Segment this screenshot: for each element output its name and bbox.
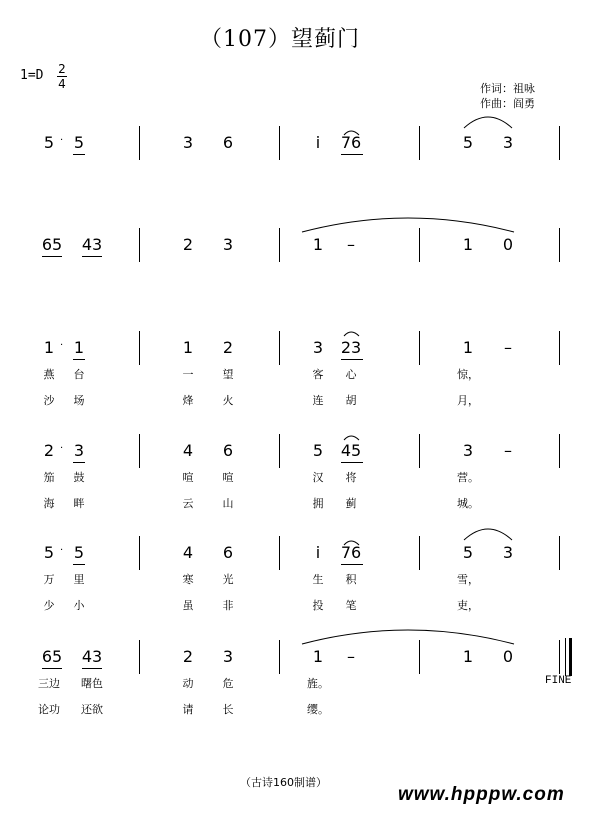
lyric-verse2: 烽 (182, 394, 194, 407)
augmentation-dot: · (60, 135, 64, 146)
lyric-verse2: 投 (312, 599, 324, 612)
jianpu-note: 5 (73, 133, 85, 152)
lyric-verse2: 拥 (312, 497, 324, 510)
lyric-verse1: 喧 (222, 471, 234, 484)
footer-note: （古诗160制谱） (240, 776, 327, 789)
lyric-verse2: 火 (222, 394, 234, 407)
lyric-verse1: 将 (345, 471, 357, 484)
lyric-verse1: 台 (73, 368, 85, 381)
tie-arc (302, 630, 514, 644)
lyric-verse2: 胡 (345, 394, 357, 407)
lyric-verse2: 少 (43, 599, 55, 612)
jianpu-note: 3 (462, 441, 474, 460)
lyric-verse1: 三边 (38, 677, 60, 690)
lyric-verse1: 惊， (457, 368, 479, 381)
lyric-verse2: 吏， (457, 599, 479, 612)
jianpu-note: 76 (340, 133, 362, 152)
jianpu-note: 2 (182, 235, 194, 254)
augmentation-dot: · (60, 443, 64, 454)
lyricist-credit: 作词：祖咏 (480, 82, 535, 95)
lyric-verse2: 缨。 (307, 703, 329, 716)
jianpu-note: 0 (502, 235, 514, 254)
lyric-verse2: 请 (182, 703, 194, 716)
lyric-verse2: 云 (182, 497, 194, 510)
jianpu-note: 43 (81, 235, 103, 254)
jianpu-note: 6 (222, 441, 234, 460)
lyric-verse2: 山 (222, 497, 234, 510)
watermark: www.hpppw.com (398, 784, 565, 805)
jianpu-note: 1 (182, 338, 194, 357)
jianpu-note: 65 (41, 647, 63, 666)
jianpu-note: 3 (502, 133, 514, 152)
jianpu-note: 5 (43, 543, 55, 562)
jianpu-note: 6 (222, 133, 234, 152)
jianpu-note: 1 (462, 647, 474, 666)
jianpu-note: 4 (182, 543, 194, 562)
jianpu-note: 1 (312, 235, 324, 254)
jianpu-note: 5 (462, 543, 474, 562)
jianpu-note: 3 (222, 647, 234, 666)
lyric-verse2: 虽 (182, 599, 194, 612)
jianpu-note: – (347, 647, 355, 666)
jianpu-note: 2 (182, 647, 194, 666)
lyric-verse1: 汉 (312, 471, 324, 484)
jianpu-note: – (504, 441, 512, 460)
lyric-verse1: 笳 (43, 471, 55, 484)
lyric-verse2: 城。 (457, 497, 479, 510)
lyric-verse1: 心 (345, 368, 357, 381)
lyric-verse2: 还欲 (81, 703, 103, 716)
lyric-verse1: 望 (222, 368, 234, 381)
lyric-verse1: 喧 (182, 471, 194, 484)
key-signature: 1=D (20, 68, 44, 83)
lyric-verse1: 旌。 (307, 677, 329, 690)
lyric-verse1: 危 (222, 677, 234, 690)
lyric-verse1: 寒 (182, 573, 194, 586)
lyric-verse2: 海 (43, 497, 55, 510)
slur-arc (344, 131, 359, 135)
jianpu-note: 3 (222, 235, 234, 254)
jianpu-note: 0 (502, 647, 514, 666)
lyric-verse1: 燕 (43, 368, 55, 381)
jianpu-note: 3 (73, 441, 85, 460)
page-title: （107）望蓟门 (200, 27, 360, 52)
lyric-verse1: 积 (345, 573, 357, 586)
jianpu-note: – (347, 235, 355, 254)
jianpu-note: – (504, 338, 512, 357)
lyric-verse1: 鼓 (73, 471, 85, 484)
jianpu-note: 5 (312, 441, 324, 460)
lyric-verse2: 月， (457, 394, 479, 407)
lyric-verse1: 生 (312, 573, 324, 586)
jianpu-note: 3 (502, 543, 514, 562)
jianpu-note: 5 (462, 133, 474, 152)
jianpu-note: i (315, 133, 321, 152)
jianpu-note: i (315, 543, 321, 562)
jianpu-note: 1 (73, 338, 85, 357)
tie-arc (464, 117, 512, 128)
lyric-verse2: 连 (312, 394, 324, 407)
lyric-verse2: 沙 (43, 394, 55, 407)
tie-arc (302, 218, 514, 232)
augmentation-dot: · (60, 545, 64, 556)
lyric-verse1: 一 (182, 368, 194, 381)
slur-arc (344, 436, 359, 440)
jianpu-note: 23 (340, 338, 362, 357)
augmentation-dot: · (60, 340, 64, 351)
jianpu-note: 43 (81, 647, 103, 666)
lyric-verse1: 万 (43, 573, 55, 586)
lyric-verse2: 非 (222, 599, 234, 612)
tie-arc (464, 529, 512, 540)
slur-arc (344, 541, 359, 545)
time-signature-bottom: 4 (58, 77, 66, 91)
lyric-verse2: 小 (73, 599, 85, 612)
jianpu-note: 76 (340, 543, 362, 562)
lyric-verse1: 动 (182, 677, 194, 690)
jianpu-note: 45 (340, 441, 362, 460)
time-signature-top: 2 (58, 62, 66, 76)
jianpu-note: 1 (462, 338, 474, 357)
lyric-verse2: 论功 (38, 703, 60, 716)
jianpu-note: 4 (182, 441, 194, 460)
lyric-verse1: 光 (222, 573, 234, 586)
slur-arc (344, 332, 359, 336)
fine-label: FINE (545, 675, 572, 687)
composer-credit: 作曲：阎勇 (480, 97, 535, 110)
lyric-verse2: 笔 (345, 599, 357, 612)
lyric-verse1: 里 (73, 573, 85, 586)
jianpu-note: 65 (41, 235, 63, 254)
jianpu-note: 3 (312, 338, 324, 357)
lyric-verse2: 长 (222, 703, 234, 716)
lyric-verse2: 畔 (73, 497, 85, 510)
jianpu-note: 1 (312, 647, 324, 666)
jianpu-note: 1 (43, 338, 55, 357)
jianpu-note: 6 (222, 543, 234, 562)
jianpu-note: 3 (182, 133, 194, 152)
jianpu-note: 2 (43, 441, 55, 460)
lyric-verse2: 场 (73, 394, 85, 407)
lyric-verse1: 雪， (457, 573, 479, 586)
lyric-verse1: 营。 (457, 471, 479, 484)
jianpu-note: 1 (462, 235, 474, 254)
jianpu-note: 5 (73, 543, 85, 562)
lyric-verse1: 曙色 (81, 677, 103, 690)
lyric-verse1: 客 (312, 368, 324, 381)
jianpu-note: 5 (43, 133, 55, 152)
jianpu-note: 2 (222, 338, 234, 357)
lyric-verse2: 蓟 (345, 497, 357, 510)
